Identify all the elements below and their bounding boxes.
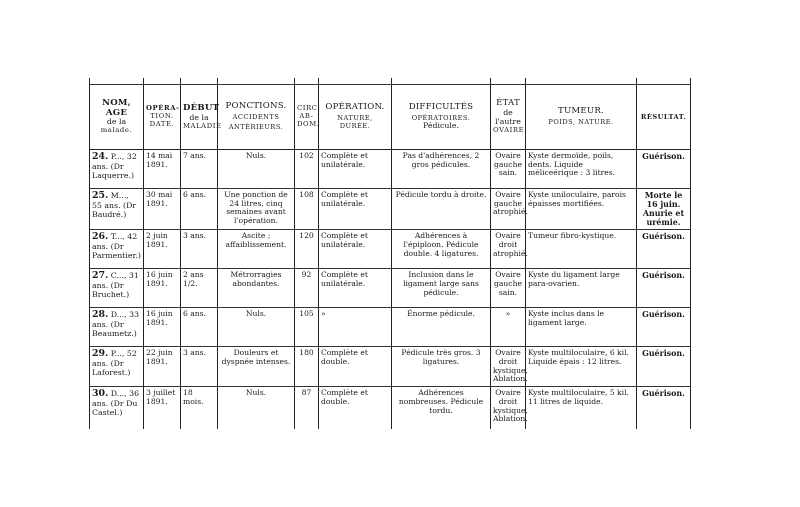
cell-tumeur: Tumeur fibro-kystique.: [526, 230, 637, 269]
cell-ponctions: Une ponction de 24 litres, cinq semaines avant l'opération.: [218, 189, 295, 230]
cell-difficultes: Pédicule tordu à droite.: [392, 189, 491, 230]
table-row: [90, 230, 691, 269]
header-row: [90, 85, 691, 150]
cell-difficultes: Adhérences à l'épiploon. Pédicule double. 4 ligatures.: [392, 230, 491, 269]
table-body: [90, 150, 691, 430]
cell-resultat: Guérison.: [637, 387, 691, 430]
cell-circ: 105: [295, 308, 319, 347]
cell-difficultes: Énorme pédicule.: [392, 308, 491, 347]
cell-date: 22 juin 1891.: [144, 347, 181, 387]
cell-resultat: Guérison.: [637, 308, 691, 347]
cell-tumeur: Kyste inclus dans le ligament large.: [526, 308, 637, 347]
patient-name: M..., 55 ans. (Dr Baudré.): [92, 191, 137, 219]
cell-ponctions: Nuls.: [218, 387, 295, 430]
cell-nom: [90, 269, 144, 308]
cell-etat: Ovaire gauche sain.: [491, 150, 526, 189]
cell-operation: Complète et unilatérale.: [319, 150, 392, 189]
case-number: 30.: [92, 388, 109, 400]
cell-date: 30 mai 1891.: [144, 189, 181, 230]
cell-resultat: Guérison.: [637, 230, 691, 269]
cell-circ: 108: [295, 189, 319, 230]
ovariotomy-table: [89, 78, 691, 429]
cell-tumeur: Kyste du ligament large para-ovarien.: [526, 269, 637, 308]
header-difficultes: DIFFICULTÉS OPÉRATOIRES. Pédicule.: [392, 85, 491, 150]
cell-etat: Ovaire droit kystique. Ablation.: [491, 387, 526, 430]
header-etat: ÉTAT de l'autre OVAIRE.: [491, 85, 526, 150]
cell-operation: »: [319, 308, 392, 347]
table-row: [90, 308, 691, 347]
cell-date: 3 juillet 1891.: [144, 387, 181, 430]
cell-debut: 3 ans.: [181, 230, 218, 269]
cell-etat: Ovaire gauche atrophié.: [491, 189, 526, 230]
cell-tumeur: Kyste uniloculaire, parois épaisses mortifiées.: [526, 189, 637, 230]
cell-difficultes: Pédicule très gros. 3 ligatures.: [392, 347, 491, 387]
cell-operation: Complète et double.: [319, 347, 392, 387]
patient-name: T..., 42 ans. (Dr Parmentier.): [92, 232, 141, 261]
cell-nom: [90, 387, 144, 430]
cell-date: 16 juin 1891.: [144, 308, 181, 347]
cell-resultat: Guérison.: [637, 347, 691, 387]
cell-nom: [90, 230, 144, 269]
case-number: 29.: [92, 348, 109, 360]
cell-difficultes: Inclusion dans le ligament large sans pédicule.: [392, 269, 491, 308]
cell-operation: Complète et double.: [319, 387, 392, 430]
header-tumeur: TUMEUR. POIDS, NATURE.: [526, 85, 637, 150]
cell-ponctions: Nuls.: [218, 308, 295, 347]
table-row: [90, 347, 691, 387]
cell-nom: [90, 150, 144, 189]
cell-resultat: Guérison.: [637, 150, 691, 189]
cell-tumeur: Kyste multiloculaire, 6 kil. Liquide épais : 12 litres.: [526, 347, 637, 387]
cell-debut: 6 ans.: [181, 308, 218, 347]
cell-etat: Ovaire droit kystique. Ablation.: [491, 347, 526, 387]
patient-name: P..., 32 ans. (Dr Laquerre.): [92, 152, 137, 180]
cell-debut: 3 ans.: [181, 347, 218, 387]
cell-nom: [90, 347, 144, 387]
cell-nom: [90, 189, 144, 230]
cell-circ: 180: [295, 347, 319, 387]
cell-difficultes: Adhérences nombreuses. Pédicule tordu.: [392, 387, 491, 430]
table-row: [90, 189, 691, 230]
cell-ponctions: Ascite ; affaiblissement.: [218, 230, 295, 269]
table-row: [90, 150, 691, 189]
cell-date: 14 mai 1891.: [144, 150, 181, 189]
patient-name: C..., 31 ans. (Dr Bruchet.): [92, 271, 139, 300]
header-operation-date: OPÉRA- TION. DATE.: [144, 85, 181, 150]
cell-ponctions: Douleurs et dyspnée intenses.: [218, 347, 295, 387]
header-nom: NOM, AGE de la malade.: [90, 85, 144, 150]
cell-operation: Complète et unilatérale.: [319, 189, 392, 230]
cell-debut: 6 ans.: [181, 189, 218, 230]
case-number: 26.: [92, 231, 109, 243]
patient-name: P..., 52 ans. (Dr Laforest.): [92, 349, 137, 378]
cell-etat: Ovaire gauche sain.: [491, 269, 526, 308]
table-row: [90, 387, 691, 430]
header-operation: OPÉRATION. NATURE, DURÉE.: [319, 85, 392, 150]
case-number: 25.: [92, 190, 109, 201]
cell-circ: 102: [295, 150, 319, 189]
cell-debut: 18 mois.: [181, 387, 218, 430]
case-number: 24.: [92, 151, 109, 162]
header-resultat: RÉSULTAT.: [637, 85, 691, 150]
cell-circ: 120: [295, 230, 319, 269]
cell-difficultes: Pas d'adhérences, 2 gros pédicules.: [392, 150, 491, 189]
cell-tumeur: Kyste dermoïde, poils, dents. Liquide méliceérique : 3 litres.: [526, 150, 637, 189]
cell-etat: Ovaire droit atrophié.: [491, 230, 526, 269]
patient-name: D..., 33 ans. (Dr Beaumetz.): [92, 310, 140, 339]
cell-nom: [90, 308, 144, 347]
cell-etat: »: [491, 308, 526, 347]
cell-tumeur: Kyste multiloculaire, 5 kil. 11 litres de liquide.: [526, 387, 637, 430]
cell-date: 16 juin 1891.: [144, 269, 181, 308]
cell-ponctions: Nuls.: [218, 150, 295, 189]
case-number: 28.: [92, 309, 109, 321]
cell-operation: Complète et unilatérale.: [319, 230, 392, 269]
header-ponctions: PONCTIONS. ACCIDENTS ANTÉRIEURS.: [218, 85, 295, 150]
cell-ponctions: Métrorragies abondantes.: [218, 269, 295, 308]
cell-circ: 92: [295, 269, 319, 308]
cell-debut: 7 ans.: [181, 150, 218, 189]
header-circ: CIRC. AB- DOM.: [295, 85, 319, 150]
table-row: [90, 269, 691, 308]
patient-name: D..., 36 ans. (Dr Du Castel.): [92, 389, 140, 417]
cell-circ: 87: [295, 387, 319, 430]
cell-date: 2 juin 1891.: [144, 230, 181, 269]
header-debut: DÉBUT de la MALADIE: [181, 85, 218, 150]
case-number: 27.: [92, 270, 109, 282]
cell-resultat: Guérison.: [637, 269, 691, 308]
cell-debut: 2 ans 1/2.: [181, 269, 218, 308]
cell-operation: Complète et unilatérale.: [319, 269, 392, 308]
cell-resultat: Morte le 16 juin. Anurie et urémie.: [637, 189, 691, 230]
